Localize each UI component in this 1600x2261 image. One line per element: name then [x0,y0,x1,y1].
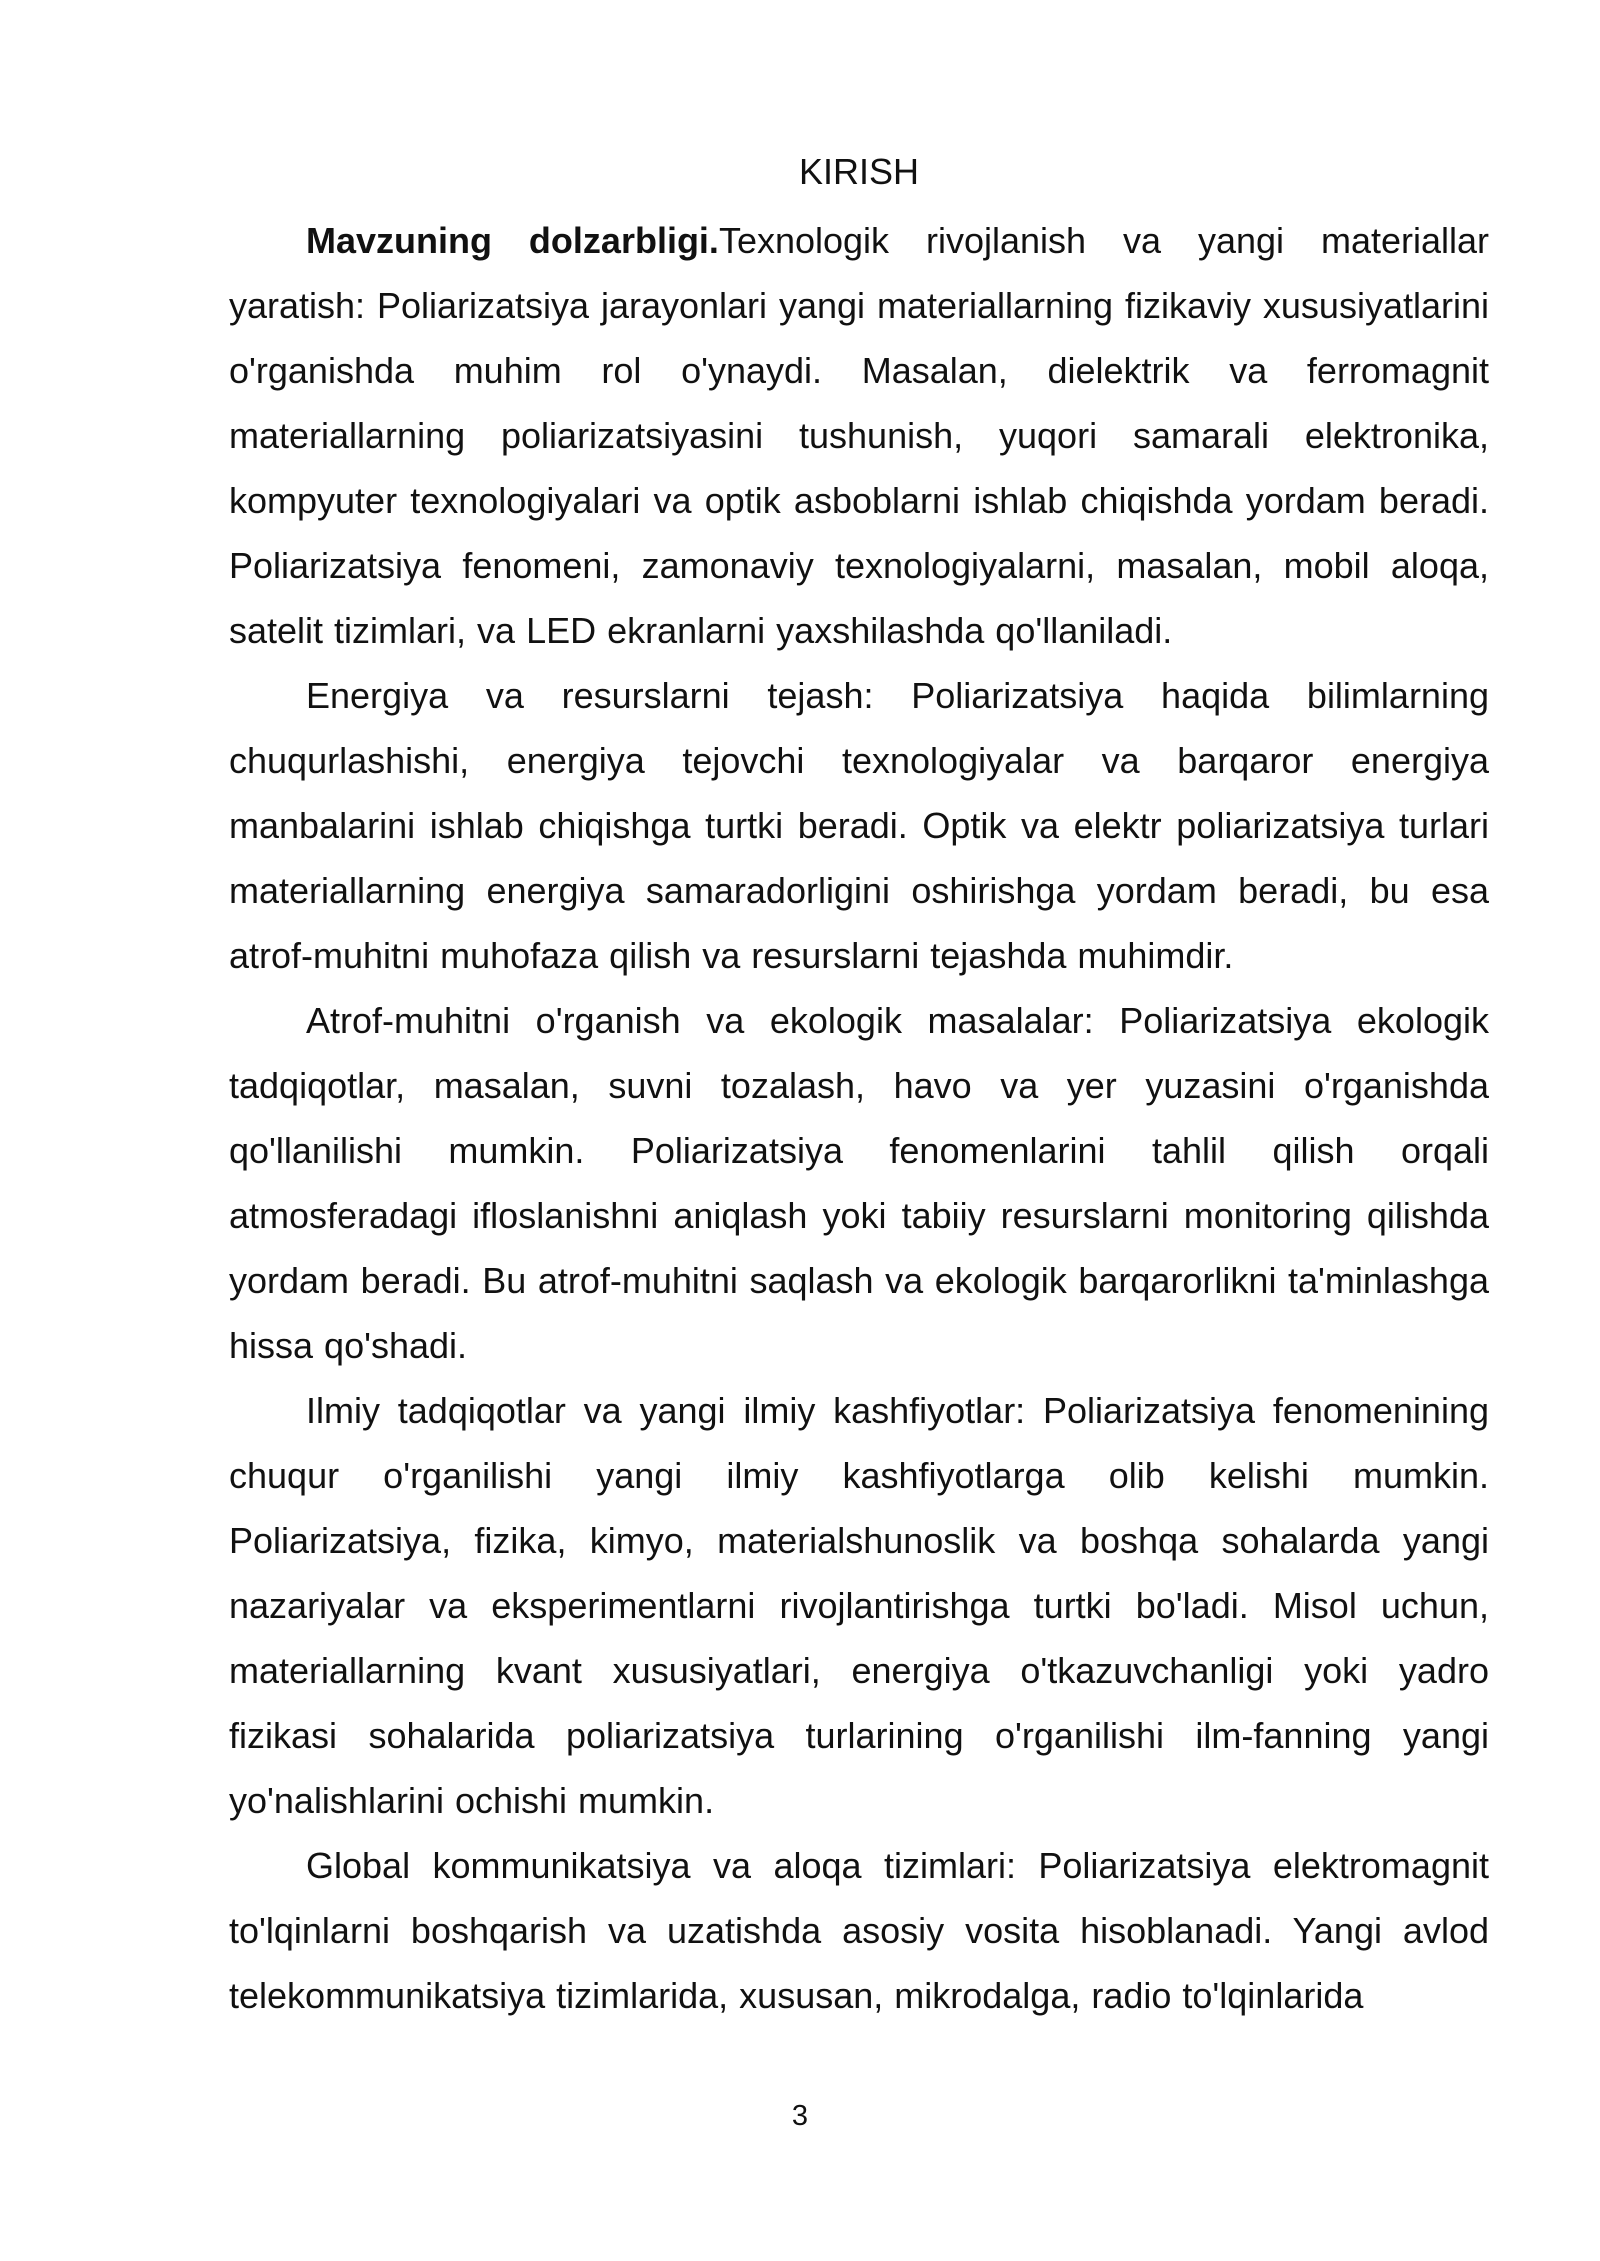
paragraph-environment [229,988,1489,1378]
paragraph-relevance [229,208,1489,663]
paragraph-research [229,1378,1489,1833]
paragraph-text: Texnologik rivojlanish va yangi materiallar yaratish: Poliarizatsiya jarayonlari yangi materiallarning fizikaviy xususiyatlarini o'rganishda muhim rol o'ynaydi. Masalan, dielektrik va ferromagnit materiallarning poliarizatsiyasini tushunish, yuqori samarali elektronika, kompyuter texnologiyalari va optik asboblarni ishlab chiqishda yordam beradi. Poliarizatsiya fenomeni, zamonaviy texnologiyalarni, masalan, mobil aloqa, satelit tizimlari, va LED ekranlarni yaxshilashda qo'llaniladi. [229,220,1489,651]
paragraph-text: Energiya va resurslarni tejash: Poliarizatsiya haqida bilimlarning chuqurlashishi, energiya tejovchi texnologiyalar va barqaror energiya manbalarini ishlab chiqishga turtki beradi. Optik va elektr poliarizatsiya turlari materiallarning energiya samaradorligini oshirishga yordam beradi, bu esa atrof-muhitni muhofaza qilish va resurslarni tejashda muhimdir. [229,675,1489,976]
page-number: 3 [791,2100,809,2132]
paragraph-text: Atrof-muhitni o'rganish va ekologik masalalar: Poliarizatsiya ekologik tadqiqotlar, masalan, suvni tozalash, havo va yer yuzasini o'rganishda qo'llanilishi mumkin. Poliarizatsiya fenomenlarini tahlil qilish orqali atmosferadagi ifloslanishni aniqlash yoki tabiiy resurslarni monitoring qilishda yordam beradi. Bu atrof-muhitni saqlash va ekologik barqarorlikni ta'minlashga hissa qo'shadi. [229,1000,1489,1366]
paragraph-lead: Mavzuning dolzarbligi. [306,220,719,261]
page-body [229,148,1489,2028]
paragraph-text: Global kommunikatsiya va aloqa tizimlari: Poliarizatsiya elektromagnit to'lqinlarni boshqarish va uzatishda asosiy vosita hisoblanadi. Yangi avlod telekommunikatsiya tizimlarida, xususan, mikrodalga, radio to'lqinlarida [229,1845,1489,2016]
paragraph-energy [229,663,1489,988]
paragraph-text: Ilmiy tadqiqotlar va yangi ilmiy kashfiyotlar: Poliarizatsiya fenomenining chuqur o'rganilishi yangi ilmiy kashfiyotlarga olib kelishi mumkin. Poliarizatsiya, fizika, kimyo, materialshunoslik va boshqa sohalarda yangi nazariyalar va eksperimentlarni rivojlantirishga turtki bo'ladi. Misol uchun, materiallarning kvant xususiyatlari, energiya o'tkazuvchanligi yoki yadro fizikasi sohalarida poliarizatsiya turlarining o'rganilishi ilm-fanning yangi yo'nalishlarini ochishi mumkin. [229,1390,1489,1821]
paragraph-communication [229,1833,1489,2028]
section-heading: KIRISH [798,151,920,192]
